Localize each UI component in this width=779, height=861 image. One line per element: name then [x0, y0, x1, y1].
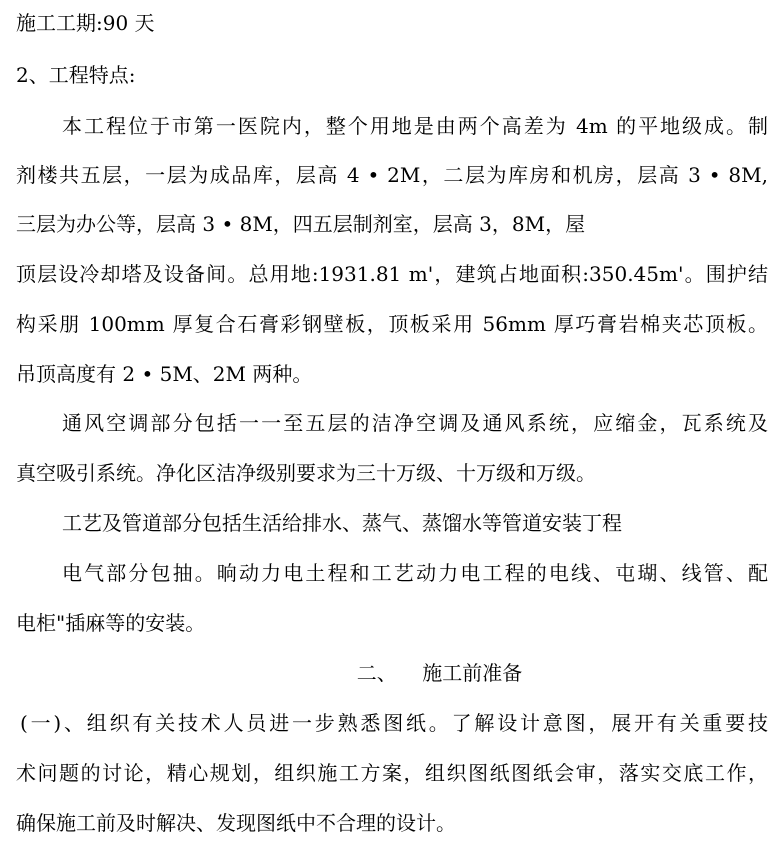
paragraph-line: 术问题的讨论，精心规划，组织施工方案，组织图纸图纸会审，落实交底工作，: [16, 761, 768, 785]
paragraph-line: (一)、组织有关技术人员进一步熟悉图纸。了解设计意图，展开有关重要技: [20, 711, 768, 735]
paragraph-line: 三层为办公等，层高 3 • 8M，四五层制剂室，层高 3，8M，屋: [16, 212, 586, 236]
paragraph-line: 真空吸引系统。净化区洁净级别要求为三十万级、十万级和万级。: [16, 461, 596, 485]
paragraph-line: 电气部分包抽。晌动力电土程和工艺动力电工程的电线、屯瑚、线管、配: [62, 561, 768, 585]
paragraph-line: 电柜"插麻等的安装。: [16, 611, 206, 635]
section-heading-preparation: 二、 施工前准备: [356, 661, 523, 685]
paragraph-line: 顶层设冷却塔及设备间。总用地:1931.81 m'，建筑占地面积:350.45m'。围护结: [16, 262, 768, 286]
paragraph-line: 剂楼共五层，一层为成品库，层高 4 • 2M，二层为库房和机房，层高 3 • 8M,: [16, 163, 768, 187]
section-heading-engineering-features: 2、工程特点:: [16, 63, 136, 87]
paragraph-line: 吊顶高度有 2 • 5M、2M 两种。: [16, 362, 313, 386]
paragraph-line: 构采朋 100mm 厚复合石膏彩钢壁板，顶板采用 56mm 厚巧膏岩棉夹芯顶板。: [16, 312, 768, 336]
paragraph-line: 工艺及管道部分包括生活给排水、蒸气、蒸馏水等管道安装丁程: [62, 511, 622, 535]
paragraph-line: 本工程位于市第一医院内，整个用地是由两个高差为 4m 的平地级成。制: [62, 114, 768, 138]
paragraph-line: 通风空调部分包括一一至五层的洁净空调及通风系统，应缩金，瓦系统及: [62, 411, 768, 435]
paragraph-line: 确保施工前及时解决、发现图纸中不合理的设计。: [16, 811, 456, 835]
construction-period-line: 施工工期:90 天: [16, 11, 155, 35]
